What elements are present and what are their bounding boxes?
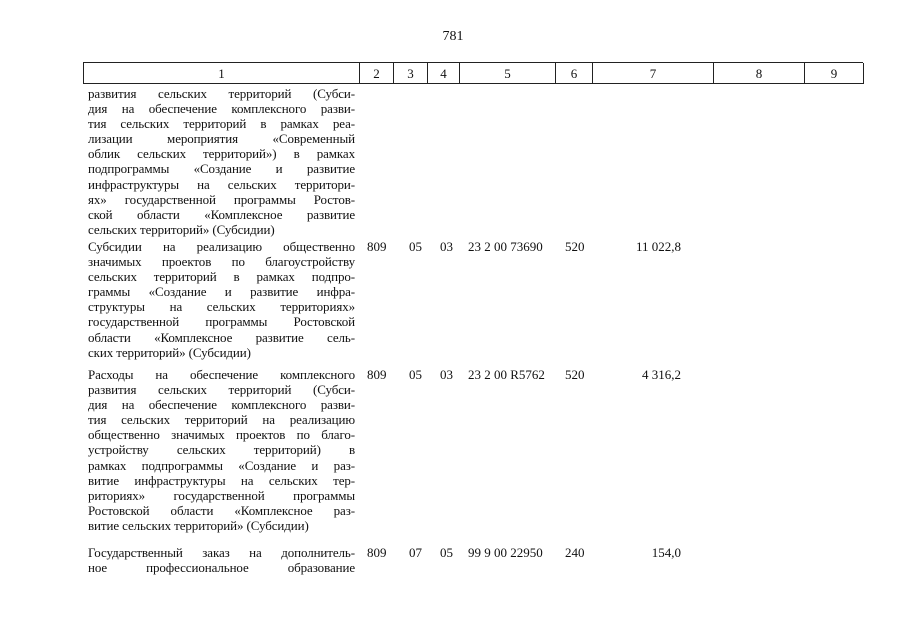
description-line: устройству сельских территорий) в [88,442,355,458]
section-code: 07 [409,545,422,560]
description-line: развития сельских территорий (Субси- [88,382,355,398]
row-description [88,239,355,360]
row-description [88,367,355,533]
description-line: рамках подпрограммы «Создание и раз- [88,457,355,473]
description-line: подпрограммы «Создание и развитие [88,161,355,177]
description-line: развития сельских территорий (Субси- [88,86,355,101]
description-line: Субсидии на реализацию общественно [88,239,355,254]
description-line: лизации мероприятия «Современный [88,131,355,147]
description-line: дия на обеспечение комплексного разви- [88,397,355,413]
description-line: сельских территорий в рамках подпро- [88,269,355,285]
description-line: инфраструктуры на сельских территори- [88,176,355,192]
column-header-1: 1 [84,63,360,84]
description-line: граммы «Создание и развитие инфра- [88,284,355,300]
column-header-8: 8 [714,63,805,84]
column-header-4: 4 [428,63,460,84]
description-line: области «Комплексное развитие сель- [88,329,355,345]
row-description [88,86,355,237]
description-line: Ростовской области «Комплексное раз- [88,502,355,518]
section-code: 05 [409,367,422,382]
description-line: тия сельских территорий в рамках реа- [88,116,355,132]
description-line: общественно значимых проектов по благо- [88,427,355,443]
section-code: 05 [409,239,422,254]
expense-type-code: 240 [565,545,585,560]
row-description [88,545,355,575]
column-header-5: 5 [460,63,556,84]
expense-type-code: 520 [565,367,585,382]
subsection-code: 05 [440,545,453,560]
description-line: ях» государственной программы Ростов- [88,191,355,207]
amount-value: 4 316,2 [642,367,681,382]
target-article-code: 23 2 00 73690 [468,239,543,254]
table-header [83,62,863,84]
description-line: значимых проектов по благоустройству [88,254,355,270]
description-line: дия на обеспечение комплексного разви- [88,101,355,117]
amount-value: 154,0 [651,545,681,560]
description-line: сельских территорий» (Субсидии) [88,221,275,237]
amount-value: 11 022,8 [635,239,681,254]
description-line: тия сельских территорий на реализацию [88,412,355,428]
column-header-2: 2 [360,63,394,84]
description-line: ской области «Комплексное развитие [88,206,355,222]
ministry-code: 809 [367,239,387,254]
target-article-code: 99 9 00 22950 [468,545,543,560]
description-line: ное профессиональное образование [88,560,355,576]
expense-type-code: 520 [565,239,585,254]
description-line: Расходы на обеспечение комплексного [88,367,355,382]
ministry-code: 809 [367,545,387,560]
description-line: витие инфраструктуры на сельских тер- [88,472,355,488]
column-header-9: 9 [805,63,864,84]
subsection-code: 03 [440,239,453,254]
description-line: облик сельских территорий») в рамках [88,146,355,162]
description-line: государственной программы Ростовской [88,314,355,330]
page-number: 781 [442,29,464,44]
ministry-code: 809 [367,367,387,382]
column-header-3: 3 [394,63,428,84]
column-header-7: 7 [593,63,714,84]
description-line: витие сельских территорий» (Субсидии) [88,517,309,533]
target-article-code: 23 2 00 R5762 [468,367,545,382]
description-line: Государственный заказ на дополнитель- [88,545,355,560]
description-line: структуры на сельских территориях» [88,299,355,315]
subsection-code: 03 [440,367,453,382]
description-line: риториях» государственной программы [88,487,355,503]
column-header-6: 6 [556,63,593,84]
description-line: ских территорий» (Субсидии) [88,344,251,360]
